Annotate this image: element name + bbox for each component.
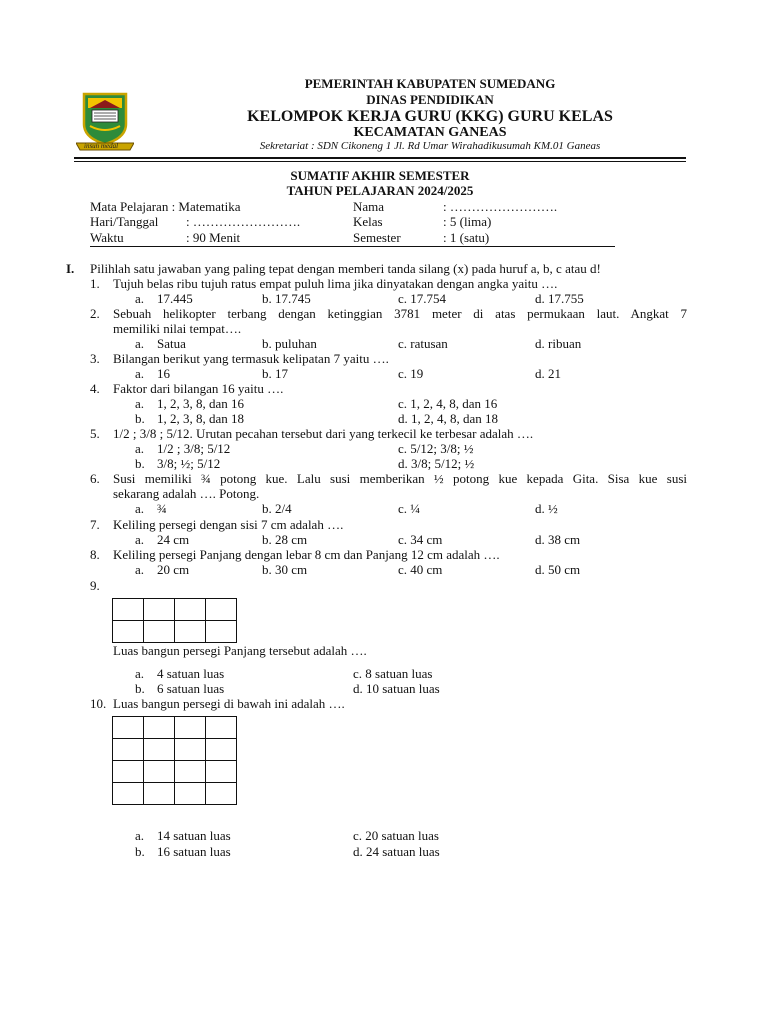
- grid-cell: [144, 783, 175, 805]
- grid-cell: [175, 621, 206, 643]
- option-d: d. 21: [535, 366, 561, 381]
- option-b: 16 satuan luas: [157, 844, 231, 859]
- grid-row: [113, 717, 237, 739]
- option-c: c. ratusan: [398, 336, 448, 351]
- header-secretariat: Sekretariat : SDN Cikoneng 1 Jl. Rd Umar Wirahadikusumah KM.01 Ganeas: [259, 140, 601, 152]
- grid-row: [113, 599, 237, 621]
- option-c: c. 40 cm: [398, 562, 443, 577]
- grid-cell: [144, 621, 175, 643]
- info-rule: [90, 246, 615, 247]
- question-number: 8.: [90, 547, 100, 562]
- option-c: c. 1, 2, 4, 8, dan 16: [398, 396, 498, 411]
- option-a-letter: a.: [135, 666, 145, 681]
- rectangle-grid-figure: [112, 598, 237, 643]
- grid-cell: [144, 761, 175, 783]
- option-c: c. 19: [398, 366, 424, 381]
- option-a-letter: a.: [135, 291, 145, 306]
- grid-row: [113, 783, 237, 805]
- question-text: Tujuh belas ribu tujuh ratus empat puluh lima jika dinyatakan dengan angka yaitu ….: [113, 276, 558, 291]
- semester-label: Semester: [353, 230, 401, 245]
- option-b: b. 17.745: [262, 291, 311, 306]
- option-a: 16: [157, 366, 170, 381]
- name-value: : …………………….: [443, 199, 558, 214]
- option-a: 4 satuan luas: [157, 666, 225, 681]
- grid-cell: [175, 761, 206, 783]
- grid-cell: [175, 717, 206, 739]
- grid-row: [113, 621, 237, 643]
- section-number: I.: [66, 261, 75, 276]
- class-label: Kelas: [353, 214, 383, 229]
- question-text: Susi memiliki ¾ potong kue. Lalu susi memberikan ½ potong kue kepada Gita. Sisa kue susi: [113, 471, 687, 486]
- question-text-cont: memiliki nilai tempat….: [113, 321, 242, 336]
- option-a: 1, 2, 3, 8, dan 16: [157, 396, 245, 411]
- grid-cell: [113, 599, 144, 621]
- grid-row: [113, 761, 237, 783]
- square-grid-figure: [112, 716, 237, 805]
- question-number: 1.: [90, 276, 100, 291]
- option-d: d. 17.755: [535, 291, 584, 306]
- grid-row: [113, 739, 237, 761]
- option-b-letter: b.: [135, 844, 145, 859]
- option-b-letter: b.: [135, 456, 145, 471]
- option-d: d. ½: [535, 501, 558, 516]
- question-text: Luas bangun persegi di bawah ini adalah ….: [113, 696, 345, 711]
- option-b: b. 28 cm: [262, 532, 308, 547]
- grid-cell: [206, 783, 237, 805]
- header-rule-thick: [74, 157, 686, 159]
- question-text: Faktor dari bilangan 16 yaitu ….: [113, 381, 284, 396]
- option-a-letter: a.: [135, 441, 145, 456]
- semester-value: : 1 (satu): [443, 230, 490, 245]
- option-a-letter: a.: [135, 828, 145, 843]
- option-d: d. 38 cm: [535, 532, 581, 547]
- header-department: DINAS PENDIDIKAN: [366, 92, 494, 107]
- option-d: d. 10 satuan luas: [353, 681, 440, 696]
- question-text-cont: sekarang adalah …. Potong.: [113, 486, 260, 501]
- option-a: 14 satuan luas: [157, 828, 231, 843]
- time-value: : 90 Menit: [186, 230, 241, 245]
- option-a-letter: a.: [135, 532, 145, 547]
- question-number: 4.: [90, 381, 100, 396]
- question-number: 9.: [90, 578, 100, 593]
- header-district: KECAMATAN GANEAS: [353, 125, 507, 140]
- option-b-letter: b.: [135, 681, 145, 696]
- option-a: 17.445: [157, 291, 193, 306]
- grid-cell: [206, 621, 237, 643]
- grid-cell: [113, 761, 144, 783]
- option-b: b. 17: [262, 366, 288, 381]
- question-number: 5.: [90, 426, 100, 441]
- option-b: b. puluhan: [262, 336, 317, 351]
- option-a-letter: a.: [135, 562, 145, 577]
- option-d: d. 24 satuan luas: [353, 844, 440, 859]
- option-d: d. 1, 2, 4, 8, dan 18: [398, 411, 499, 426]
- question-number: 7.: [90, 517, 100, 532]
- option-b: 6 satuan luas: [157, 681, 225, 696]
- option-b: 1, 2, 3, 8, dan 18: [157, 411, 245, 426]
- option-b: 3/8; ½; 5/12: [157, 456, 221, 471]
- option-a: Satua: [157, 336, 186, 351]
- grid-cell: [206, 599, 237, 621]
- section-instruction: Pilihlah satu jawaban yang paling tepat dengan memberi tanda silang (x) pada huruf a, b, c atau d!: [90, 261, 601, 276]
- option-a-letter: a.: [135, 336, 145, 351]
- logo-motto: insun medal: [84, 142, 119, 150]
- grid-cell: [113, 783, 144, 805]
- grid-cell: [113, 739, 144, 761]
- question-text: 1/2 ; 3/8 ; 5/12. Urutan pecahan tersebut dari yang terkecil ke terbesar adalah ….: [113, 426, 534, 441]
- option-a: 24 cm: [157, 532, 190, 547]
- option-b-letter: b.: [135, 411, 145, 426]
- grid-cell: [206, 761, 237, 783]
- option-b: b. 30 cm: [262, 562, 308, 577]
- option-a: 1/2 ; 3/8; 5/12: [157, 441, 231, 456]
- option-a-letter: a.: [135, 501, 145, 516]
- option-b: b. 2/4: [262, 501, 292, 516]
- date-value: : …………………….: [186, 214, 301, 229]
- option-a: ¾: [157, 501, 167, 516]
- option-c: c. ¼: [398, 501, 421, 516]
- grid-cell: [175, 599, 206, 621]
- option-a: 20 cm: [157, 562, 190, 577]
- header-rule-thin: [74, 161, 686, 162]
- grid-cell: [175, 739, 206, 761]
- name-label: Nama: [353, 199, 385, 214]
- question-text: Luas bangun persegi Panjang tersebut adalah ….: [113, 643, 367, 658]
- question-text: Keliling persegi Panjang dengan lebar 8 cm dan Panjang 12 cm adalah ….: [113, 547, 500, 562]
- subject-label: Mata Pelajaran : Matematika: [90, 199, 241, 214]
- question-number: 10.: [90, 696, 107, 711]
- header-kkg: KELOMPOK KERJA GURU (KKG) GURU KELAS: [247, 108, 613, 125]
- grid-cell: [144, 717, 175, 739]
- option-d: d. 3/8; 5/12; ½: [398, 456, 475, 471]
- grid-cell: [144, 739, 175, 761]
- grid-cell: [206, 717, 237, 739]
- option-c: c. 34 cm: [398, 532, 443, 547]
- question-text: Keliling persegi dengan sisi 7 cm adalah ….: [113, 517, 344, 532]
- option-c: c. 17.754: [398, 291, 447, 306]
- exam-title: SUMATIF AKHIR SEMESTER: [290, 168, 470, 183]
- option-c: c. 20 satuan luas: [353, 828, 439, 843]
- exam-year: TAHUN PELAJARAN 2024/2025: [286, 183, 474, 198]
- time-label: Waktu: [90, 230, 124, 245]
- grid-cell: [144, 599, 175, 621]
- grid-cell: [113, 717, 144, 739]
- option-d: d. ribuan: [535, 336, 582, 351]
- class-value: : 5 (lima): [443, 214, 492, 229]
- grid-cell: [113, 621, 144, 643]
- question-number: 2.: [90, 306, 100, 321]
- date-label: Hari/Tanggal: [90, 214, 159, 229]
- question-text: Sebuah helikopter terbang dengan ketinggian 3781 meter di atas permukaan laut. Angkat 7: [113, 306, 687, 321]
- option-c: c. 5/12; 3/8; ½: [398, 441, 474, 456]
- question-number: 3.: [90, 351, 100, 366]
- option-d: d. 50 cm: [535, 562, 581, 577]
- option-a-letter: a.: [135, 366, 145, 381]
- option-a-letter: a.: [135, 396, 145, 411]
- question-text: Bilangan berikut yang termasuk kelipatan 7 yaitu ….: [113, 351, 389, 366]
- grid-cell: [175, 783, 206, 805]
- header-government: PEMERINTAH KABUPATEN SUMEDANG: [304, 76, 556, 91]
- question-number: 6.: [90, 471, 100, 486]
- option-c: c. 8 satuan luas: [353, 666, 433, 681]
- grid-cell: [206, 739, 237, 761]
